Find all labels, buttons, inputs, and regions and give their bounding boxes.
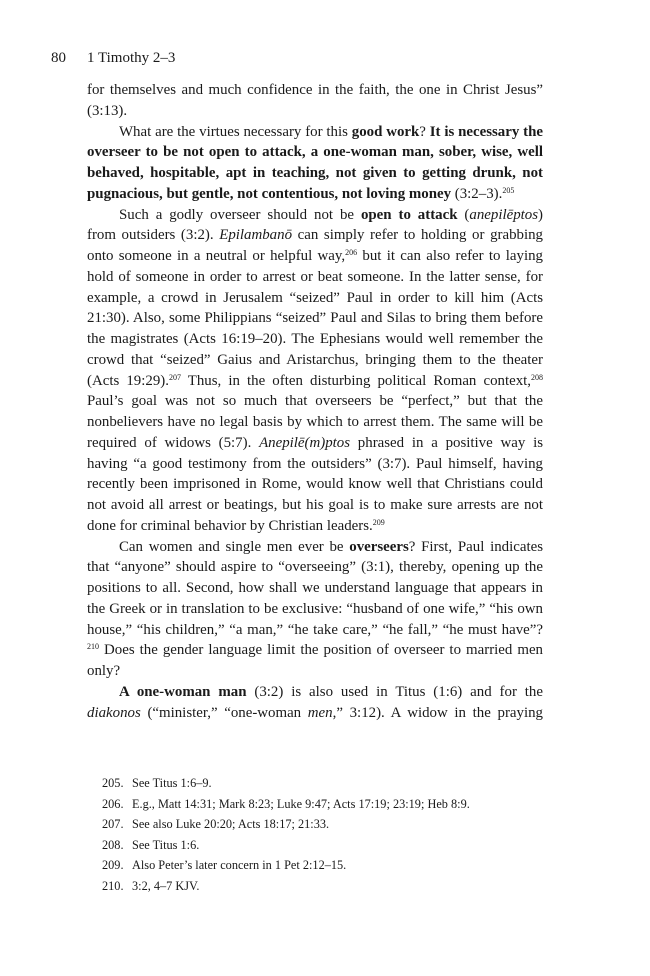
body-text	[87, 80, 543, 723]
footnote-ref[interactable]: 210	[87, 642, 99, 652]
footnote-text: See also Luke 20:20; Acts 18:17; 21:33.	[132, 817, 330, 832]
text-run: ?	[419, 123, 430, 140]
footnote-number: 208.	[102, 837, 124, 852]
footnote-ref[interactable]: 206	[345, 248, 358, 257]
footnote-number: 209.	[102, 858, 124, 873]
italic-term: Anepilē(m)ptos	[259, 434, 351, 451]
text-run: ) from outsiders (3:2).	[87, 206, 544, 244]
footnote	[102, 814, 532, 835]
text-run: but it can also refer to laying hold of someone in order to arrest or beat someone. In the latter sense, for example, a crowd in Jerusalem “seized” Paul in order to kill him (Acts 21:30). Also, some Philippians “seized” Paul and Silas to bring them before the magistrates (Acts 16:19–20). The Ephesians would well remember the crowd that “seized” Gaius and Aristarchus, bringing them to the theater (Acts 19:29).	[87, 248, 543, 389]
text-run: for themselves and much confidence in the faith, the one in Christ Jesus” (3:13).	[87, 82, 543, 119]
running-title: 1 Timothy 2–3	[87, 50, 176, 66]
text-run: (3:2) is also used in Titus (1:6) and for the	[246, 683, 543, 700]
bold-term: good work	[351, 123, 420, 140]
footnote	[102, 855, 532, 876]
text-run: Thus, in the often disturbing political Roman context,	[180, 372, 532, 389]
footnote-text: E.g., Matt 14:31; Mark 8:23; Luke 9:47; Acts 17:19; 23:19; Heb 8:9.	[132, 796, 470, 811]
text-run: (3:2–3).	[451, 185, 503, 202]
text-run: ,” 3:12). A widow in the praying	[332, 704, 543, 721]
text-run: (“minister,” “one-woman	[140, 704, 308, 721]
footnote	[102, 835, 532, 856]
bold-term: overseers	[349, 538, 409, 555]
footnote	[102, 876, 532, 897]
italic-term: anepilēptos	[469, 206, 539, 223]
paragraph-2	[87, 122, 543, 205]
paragraph-4	[87, 537, 543, 682]
footnote-ref[interactable]: 207	[168, 372, 181, 382]
footnote-number: 210.	[102, 878, 124, 893]
bold-term: open to attack	[360, 206, 458, 223]
text-run: What are the virtues necessary for this	[119, 123, 352, 140]
paragraph-1	[87, 80, 543, 122]
page-number: 80	[51, 50, 66, 66]
text-run: Such a godly overseer should not be	[119, 206, 361, 223]
italic-term: diakonos	[87, 704, 141, 721]
footnotes	[102, 773, 532, 897]
footnote-number: 206.	[102, 796, 124, 811]
text-run: Does the gender language limit the position of overseer to married men only?	[87, 642, 543, 679]
footnote-text: Also Peter’s later concern in 1 Pet 2:12–15.	[132, 858, 347, 873]
footnote-text: See Titus 1:6–9.	[132, 776, 212, 790]
text-run: Paul’s goal was not so much that overseers be “perfect,” but that the nonbelievers have no legal basis by which to arrest them. The same will be required of widows (5:7).	[87, 393, 543, 451]
running-header	[51, 50, 175, 67]
italic-term: men	[307, 704, 333, 721]
footnote	[102, 794, 532, 815]
bold-term: A one-woman man	[119, 683, 247, 700]
text-run: (	[457, 206, 470, 223]
paragraph-5	[87, 682, 543, 724]
footnote-number: 205.	[102, 776, 124, 790]
footnote	[102, 773, 532, 794]
paragraph-3	[87, 205, 543, 537]
text-run: Can women and single men ever be	[119, 538, 350, 555]
footnote-ref[interactable]: 208	[531, 372, 544, 382]
bold-term: It is necessary the overseer to be not open to attack, a one-woman man, sober, wise, well behaved, hospitable, apt in teaching, not given to getting drunk, not pugnacious, but gentle, not contentious, not loving money	[87, 123, 543, 202]
footnote-ref[interactable]: 209	[372, 517, 385, 527]
footnote-number: 207.	[102, 817, 124, 832]
italic-term: Epilambanō	[219, 227, 293, 244]
footnote-text: See Titus 1:6.	[132, 837, 200, 852]
text-run: ? First, Paul indicates that “anyone” should aspire to “overseeing” (3:1), thereby, opening up the positions to all. Second, how shall we understand language that appears in the Greek or in translation to be exclusive: “husband of one wife,” “his own house,” “his children,” “a man,” “he take care,” “he fall,” “he must have”?	[87, 538, 543, 638]
text-run: phrased in a positive way is having “a good testimony from the outsiders” (3:7). Paul himself, having recently been imprisoned in Rome, would know well that Christians could not avoid all arrest or beatings, but his goal is to make sure arrests are not done for criminal behavior by Christian leaders.	[87, 434, 543, 534]
text-run: can simply refer to holding or grabbing onto someone in a neutral or helpful way,	[87, 227, 543, 264]
footnote-ref[interactable]: 205	[502, 185, 515, 195]
footnote-text: 3:2, 4–7 KJV.	[132, 878, 200, 893]
